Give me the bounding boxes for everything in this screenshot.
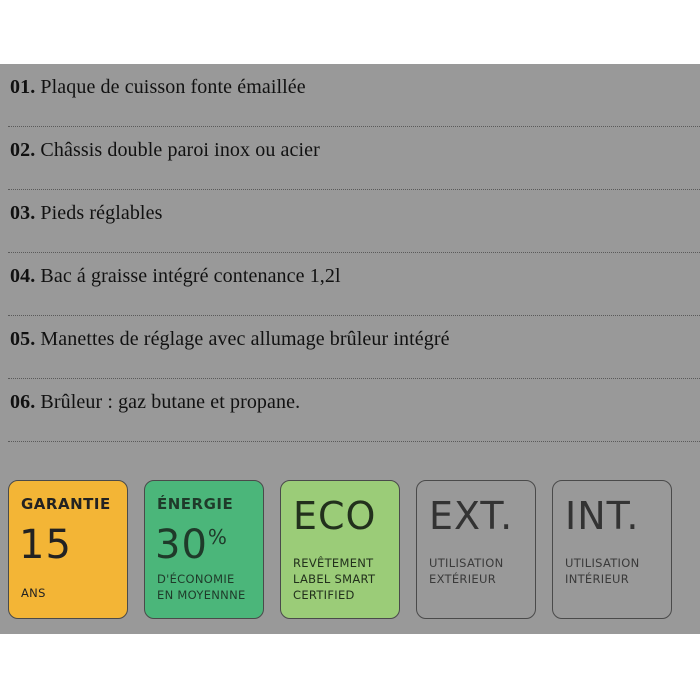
- feature-number: 05.: [10, 328, 36, 350]
- badge-int: [552, 480, 672, 619]
- product-features-panel: [0, 64, 700, 634]
- badge-caption-2: EXTÉRIEUR: [429, 572, 496, 586]
- feature-list: [0, 64, 700, 442]
- badge-caption-2: INTÉRIEUR: [565, 572, 630, 586]
- badge-garantie: [8, 480, 128, 619]
- badge-title: INT.: [565, 494, 640, 538]
- feature-text: Manettes de réglage avec allumage brûleur intégré: [40, 328, 450, 350]
- badge-caption-3: CERTIFIED: [293, 588, 355, 602]
- badge-unit: %: [207, 525, 228, 549]
- feature-number: 03.: [10, 202, 36, 224]
- feature-number: 02.: [10, 139, 36, 161]
- feature-text: Pieds réglables: [40, 202, 163, 224]
- badge-caption-2: LABEL SMART: [293, 572, 376, 586]
- badge-ext: [416, 480, 536, 619]
- badge-title: ECO: [293, 494, 377, 538]
- feature-text: Plaque de cuisson fonte émaillée: [40, 76, 306, 98]
- badge-caption-1: D'ÉCONOMIE: [157, 572, 235, 586]
- feature-number: 06.: [10, 391, 36, 413]
- badge-eco: [280, 480, 400, 619]
- badge-caption-1: REVÊTEMENT: [293, 556, 374, 570]
- badge-title: GARANTIE: [21, 495, 111, 513]
- badge-value: 15: [19, 522, 72, 568]
- feature-row-01: [0, 64, 700, 127]
- badge-title: EXT.: [429, 494, 514, 538]
- badge-caption-2: EN MOYENNNE: [157, 588, 246, 602]
- dotted-divider: [8, 441, 700, 442]
- badge-energie: [144, 480, 264, 619]
- feature-number: 01.: [10, 76, 36, 98]
- feature-text: Bac á graisse intégré contenance 1,2l: [40, 265, 341, 287]
- badge-title: ÉNERGIE: [157, 495, 234, 513]
- badge-caption: ANS: [21, 586, 46, 600]
- badge-caption-1: UTILISATION: [565, 556, 640, 570]
- feature-row-05: [0, 316, 700, 379]
- badge-value-wrap: [155, 522, 228, 568]
- feature-text: Brûleur : gaz butane et propane.: [40, 391, 301, 413]
- feature-number: 04.: [10, 265, 36, 287]
- feature-row-02: [0, 127, 700, 190]
- feature-row-06: [0, 379, 700, 442]
- feature-row-03: [0, 190, 700, 253]
- badge-value: 30: [155, 522, 208, 568]
- feature-text: Châssis double paroi inox ou acier: [40, 139, 320, 161]
- badge-caption-1: UTILISATION: [429, 556, 504, 570]
- feature-badges: [8, 480, 700, 620]
- feature-row-04: [0, 253, 700, 316]
